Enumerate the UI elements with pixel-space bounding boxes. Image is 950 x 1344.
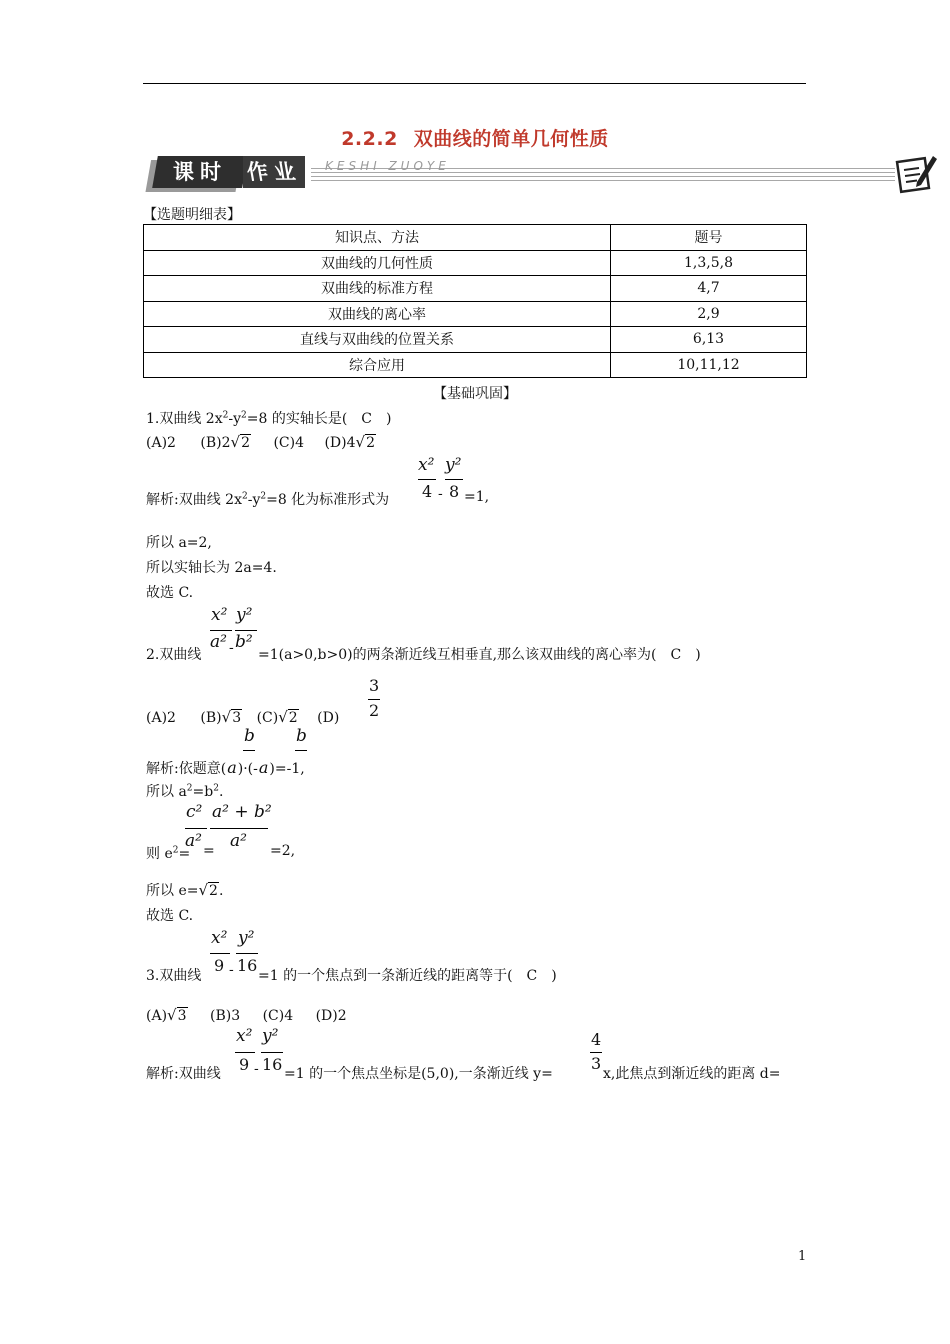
q1-option-c: (C)4: [273, 435, 305, 451]
sqrt-symbol: √2: [278, 708, 298, 726]
sqrt-symbol: √3: [167, 1006, 187, 1024]
table-header-cell: 题号: [611, 225, 807, 251]
q3-sol-frac3-bar: [590, 1052, 602, 1053]
q1-options: [146, 433, 376, 451]
q3-solution-a: 解析:双曲线: [146, 1066, 221, 1082]
q2-frac-bar1: [185, 828, 207, 829]
q2-frac2-num: y²: [236, 605, 253, 625]
sqrt-symbol: √2: [230, 433, 251, 451]
q1-stem: 1.双曲线 $2x^2-y^2=8$ 的实轴长是( C ): [146, 410, 392, 427]
q1-option-b: (B)2√2: [200, 433, 251, 451]
q2-frac1-bar: [210, 630, 232, 631]
table-cell: 4,7: [611, 276, 807, 302]
q2-line3-end: =2,: [270, 843, 296, 859]
sqrt-symbol: √2: [355, 433, 376, 451]
q3-sol-frac3-num: 4: [591, 1030, 602, 1049]
q3-minus: -: [229, 962, 234, 978]
q2-option-a: (A)2: [146, 710, 176, 726]
top-rule: [143, 83, 806, 84]
table-cell: 双曲线的标准方程: [144, 276, 611, 302]
q2-option-c: (C)√2: [256, 708, 298, 726]
table-row: [144, 352, 807, 378]
q2-stem-b: =1(a>0,b>0)的两条渐近线互相垂直,那么该双曲线的离心率为( C ): [258, 647, 701, 663]
q1-frac1-bar: [418, 479, 436, 480]
q3-frac2-num: y²: [238, 928, 255, 948]
q1-line2: 所以 a=2,: [146, 535, 212, 551]
q2-minus: -: [229, 640, 234, 656]
q2-frac-c2: c²: [186, 802, 203, 822]
q3-sol-frac1-den: 9: [239, 1055, 250, 1074]
table-cell: 2,9: [611, 301, 807, 327]
q2-frac-sum: a² + b²: [212, 802, 272, 822]
section-title: 双曲线的简单几何性质: [413, 128, 609, 150]
section-number: 2.2.2: [341, 128, 398, 150]
banner-pinyin: KESHI ZUOYE: [325, 159, 450, 173]
q3-solution-b: =1 的一个焦点坐标是(5,0),一条渐近线 y=: [284, 1066, 553, 1082]
q3-sol-frac3-den: 3: [591, 1054, 602, 1073]
q2-stem-a: 2.双曲线: [146, 647, 202, 663]
table-cell: 6,13: [611, 327, 807, 353]
q3-option-d: (D)2: [315, 1008, 347, 1024]
q3-stem-b: =1 的一个焦点到一条渐近线的距离等于( C ): [258, 968, 557, 984]
table-header-row: [144, 225, 807, 251]
q2-optd-num: 3: [369, 676, 380, 695]
q1-frac2-den: 8: [449, 482, 460, 501]
section-basic-label: 【基础巩固】: [433, 386, 517, 402]
q3-sol-frac2-num: y²: [262, 1026, 279, 1046]
table-row: [144, 327, 807, 353]
detail-table: [143, 224, 807, 378]
detail-table-label: 【选题明细表】: [143, 207, 241, 223]
q2-frac2-bar: [235, 630, 257, 631]
q3-sol-minus: -: [254, 1061, 259, 1077]
table-row: [144, 301, 807, 327]
q2-sol-bar1: [243, 750, 255, 751]
q3-sol-frac2-den: 16: [262, 1055, 283, 1074]
q1-frac1-num: x²: [418, 455, 435, 475]
banner-text-2: 作业: [244, 160, 304, 184]
notebook-pencil-icon: [895, 152, 939, 194]
homework-banner: [143, 152, 943, 194]
q1-minus: -: [438, 486, 443, 502]
q2-optd-bar: [368, 699, 380, 700]
q2-optd-den: 2: [369, 701, 380, 720]
q2-frac1-num: x²: [211, 605, 228, 625]
q2-line5: 故选 C.: [146, 908, 194, 924]
q2-frac1-den: a²: [210, 632, 227, 652]
q2-frac-a2b: a²: [230, 831, 247, 851]
q2-frac-bar2: [210, 828, 268, 829]
q2-sol-bar2: [295, 750, 307, 751]
q1-solution-eq: =1,: [464, 489, 490, 505]
q2-line3-eq: =: [203, 843, 215, 859]
q3-frac2-den: 16: [237, 956, 258, 975]
q1-line3: 所以实轴长为 2a=4.: [146, 560, 277, 576]
q1-frac2-num: y²: [445, 455, 462, 475]
q3-stem-a: 3.双曲线: [146, 968, 202, 984]
page-number: 1: [798, 1249, 807, 1264]
table-header-cell: 知识点、方法: [144, 225, 611, 251]
q1-option-a: (A)2: [146, 435, 176, 451]
table-cell: 双曲线的几何性质: [144, 250, 611, 276]
q2-option-d: (D): [317, 710, 340, 726]
q1-frac1-den: 4: [422, 482, 433, 501]
q2-frac2-den: b²: [235, 632, 253, 652]
q3-frac1-num: x²: [211, 928, 228, 948]
q3-sol-frac1-bar: [235, 1052, 255, 1053]
q3-option-a: (A)√3: [146, 1006, 187, 1024]
q2-line4: 所以 e=√2.: [146, 881, 224, 899]
q3-option-b: (B)3: [209, 1008, 241, 1024]
sqrt-symbol: √2: [198, 881, 218, 899]
banner-box-2: [243, 156, 305, 188]
q2-options: [146, 708, 339, 726]
q3-sol-frac2-bar: [261, 1052, 283, 1053]
q1-frac2-bar: [445, 479, 463, 480]
q3-sol-frac1-num: x²: [236, 1026, 253, 1046]
q2-option-b: (B)√3: [200, 708, 242, 726]
table-cell: 直线与双曲线的位置关系: [144, 327, 611, 353]
q2-line3: 则 $e^2=$: [146, 845, 191, 862]
table-cell: 10,11,12: [611, 352, 807, 378]
page-title: [0, 124, 950, 151]
table-cell: 1,3,5,8: [611, 250, 807, 276]
banner-box-1: [152, 156, 248, 188]
q2-frac-a2: a²: [185, 831, 202, 851]
q1-line4: 故选 C.: [146, 585, 194, 601]
table-row: [144, 276, 807, 302]
q3-frac1-den: 9: [214, 956, 225, 975]
banner-text-1: 课时: [173, 160, 227, 184]
q1-option-d: (D)4√2: [324, 433, 376, 451]
q2-line2: 所以 $a^2=b^2$.: [146, 783, 224, 800]
q1-solution: 解析:双曲线 $2x^2-y^2=8$ 化为标准形式为: [146, 491, 390, 508]
q3-option-c: (C)4: [262, 1008, 294, 1024]
q3-options: [146, 1006, 347, 1024]
sqrt-symbol: √3: [221, 708, 242, 726]
q2-sol-b1: b: [244, 726, 255, 746]
q3-solution-c: x,此焦点到渐近线的距离 d=: [603, 1066, 781, 1082]
table-cell: 双曲线的离心率: [144, 301, 611, 327]
q2-sol-b2: b: [296, 726, 307, 746]
q3-frac1-bar: [210, 953, 230, 954]
q2-solution: 解析:依题意(a)·(-a)=-1,: [146, 758, 305, 777]
q3-frac2-bar: [236, 953, 258, 954]
table-row: [144, 250, 807, 276]
table-cell: 综合应用: [144, 352, 611, 378]
